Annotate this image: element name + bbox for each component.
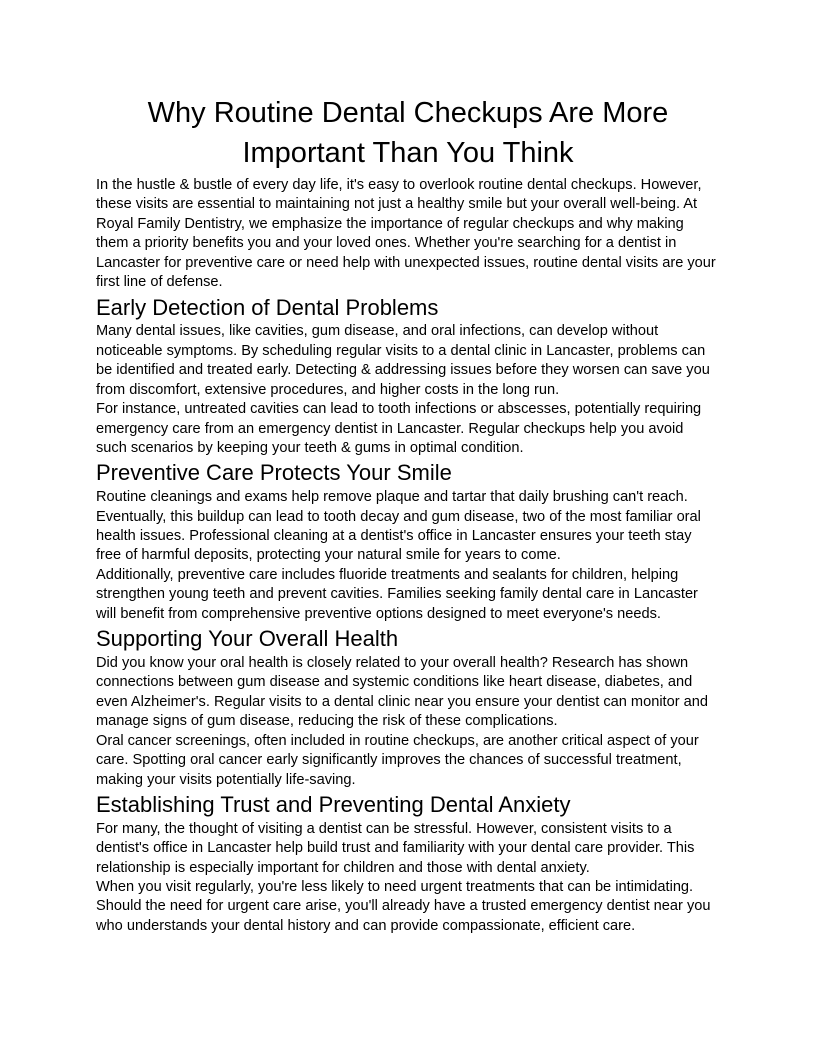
paragraph [96, 400, 720, 458]
text-line: Many dental issues, like cavities, gum disease, and oral infections, can develop without [96, 323, 659, 340]
text-line: Additionally, preventive care includes fluoride treatments and sealants for children, helping [96, 566, 679, 583]
paragraph [96, 878, 720, 936]
text-line: In the hustle & bustle of every day life, it's easy to overlook routine dental checkups. However, [96, 177, 702, 193]
text-line: For many, the thought of visiting a dentist can be stressful. However, consistent visits to a [96, 820, 672, 837]
text-line: emergency care from an emergency dentist in Lancaster. Regular checkups help you avoid [96, 420, 684, 437]
sections [96, 293, 720, 937]
text-line: Routine cleanings and exams help remove plaque and tartar that daily brushing can't reach. [96, 489, 688, 506]
text-line: Royal Family Dentistry, we emphasize the importance of regular checkups and why making [96, 215, 684, 232]
text-line: strengthen young teeth and prevent cavities. Families seeking family dental care in Lancaster [96, 586, 698, 603]
text-line: from discomfort, extensive procedures, and higher costs in the long run. [96, 381, 560, 398]
text-line: free of harmful deposits, protecting your natural smile for years to come. [96, 547, 561, 564]
text-line: dentist's office in Lancaster help build trust and familiarity with your dental care provider. This [96, 840, 695, 857]
text-line: these visits are essential to maintaining not just a healthy smile but your overall well-being. At [96, 196, 698, 213]
text-line: first line of defense. [96, 274, 223, 291]
text-line: When you visit regularly, you're less likely to need urgent treatments that can be intimidating. [96, 878, 694, 895]
section [96, 624, 720, 790]
text-line: Should the need for urgent care arise, you'll already have a trusted emergency dentist near you [96, 898, 711, 915]
text-line: connections between gum disease and systemic conditions like heart disease, diabetes, and [96, 674, 693, 691]
section-heading: Supporting Your Overall Health [96, 626, 399, 652]
text-line: noticeable symptoms. By scheduling regular visits to a dental clinic in Lancaster, problems can [96, 342, 706, 359]
paragraph [96, 732, 720, 790]
text-line: even Alzheimer's. Regular visits to a dental clinic near you ensure your dentist can monitor and [96, 693, 708, 710]
paragraph [96, 322, 720, 400]
section [96, 458, 720, 624]
section-heading: Establishing Trust and Preventing Dental Anxiety [96, 792, 571, 818]
text-line: will benefit from comprehensive preventive options designed to meet everyone's needs. [96, 605, 661, 622]
text-line: manage signs of gum disease, reducing the risk of these complications. [96, 713, 558, 730]
text-line: health issues. Professional cleaning at a dentist's office in Lancaster ensures your teeth stay [96, 527, 692, 544]
paragraph [96, 654, 720, 732]
title-line: Important Than You Think [242, 137, 574, 169]
text-line: care. Spotting oral cancer early significantly improves the chances of successful treatment, [96, 752, 682, 769]
paragraph [96, 566, 720, 624]
document-title [96, 93, 720, 173]
text-line: them a priority benefits you and your loved ones. Whether you're searching for a dentist in [96, 235, 677, 252]
text-line: who understands your dental history and can provide compassionate, efficient care. [96, 917, 636, 934]
section-heading: Early Detection of Dental Problems [96, 294, 439, 320]
text-line: be identified and treated early. Detecting & addressing issues before they worsen can save you [96, 362, 710, 379]
text-line: Eventually, this buildup can lead to tooth decay and gum disease, two of the most familiar oral [96, 508, 701, 525]
text-line: Oral cancer screenings, often included in routine checkups, are another critical aspect of your [96, 732, 699, 749]
text-line: Lancaster for preventive care or need help with unexpected issues, routine dental visits are your [96, 254, 716, 271]
section-heading: Preventive Care Protects Your Smile [96, 460, 452, 486]
section [96, 293, 720, 459]
section [96, 790, 720, 936]
paragraph [96, 820, 720, 878]
text-line: such scenarios by keeping your teeth & gums in optimal condition. [96, 440, 524, 457]
text-line: relationship is especially important for children and those with dental anxiety. [96, 859, 590, 876]
text-line: For instance, untreated cavities can lead to tooth infections or abscesses, potentially requiring [96, 401, 702, 418]
paragraph [96, 488, 720, 566]
text-line: Did you know your oral health is closely related to your overall health? Research has shown [96, 654, 689, 671]
text-line: making your visits potentially life-saving. [96, 771, 356, 788]
intro-paragraph [96, 176, 720, 293]
document-page [96, 93, 720, 936]
title-line: Why Routine Dental Checkups Are More [147, 97, 669, 129]
